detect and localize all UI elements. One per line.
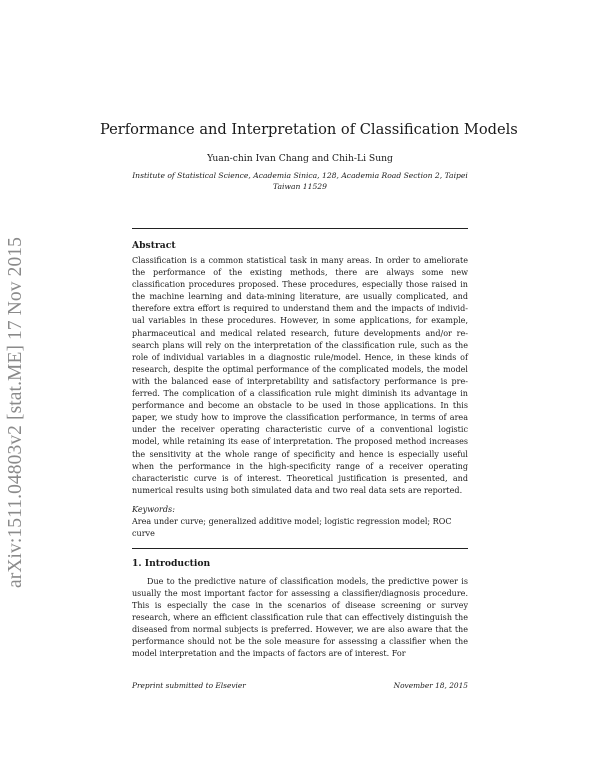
keywords-text: Area under curve; generalized additive model; logistic regression model; ROC curve (132, 517, 452, 538)
abstract-body: Classification is a common statistical task in many areas. In order to ameliorate the performance of the existing methods, there are always some new classification procedures proposed. These procedures, especially those raised in the machine learning and data-mining literature, are usually complicated, and therefore extra effort is required to understand them and the impacts of individual variables in these procedures. However, in some applications, for example, pharmaceutical and medical related research, future developments and/or research plans will rely on the interpretation of the classification rule, such as the role of individual variables in a diagnostic rule/model. Hence, in these kinds of research, despite the optimal performance of the complicated models, the model with the balanced ease of interpretability and satisfactory performance is preferred. The complication of a classification rule might diminish its advantage in performance and become an obstacle to be used in those applications. In this paper, we study how to improve the classification performance, in terms of area under the receiver operating characteristic curve of a conventional logistic model, while retaining its ease of interpretation. The proposed method increases the sensitivity at the whole range of specificity and hence is especially useful when the performance in the high-specificity range of a receiver operating characteristic curve is of interest. Theoretical justification is presented, and numerical results using both simulated data and two real data sets are reported. (132, 256, 468, 495)
author-affiliation: Institute of Statistical Science, Academia Sinica, 128, Academia Road Section 2, Taipei Taiwan 11529 (132, 171, 468, 191)
paper-title: Performance and Interpretation of Classification Models (100, 121, 518, 138)
paper-authors: Yuan-chin Ivan Chang and Chih-Li Sung (207, 153, 393, 164)
footer-date: November 18, 2015 (393, 681, 468, 690)
abstract-heading: Abstract (132, 240, 176, 251)
abstract-bottom-rule (132, 548, 468, 549)
introduction-heading: 1. Introduction (132, 558, 211, 569)
arxiv-identifier-stamp: arXiv:1511.04803v2 [stat.ME] 17 Nov 2015 (5, 237, 26, 588)
footer-preprint-note: Preprint submitted to Elsevier (132, 681, 246, 690)
keywords-label: Keywords: (132, 504, 175, 514)
abstract-top-rule (132, 228, 468, 229)
introduction-body: Due to the predictive nature of classification models, the predictive power is usually the most important factor for assessing a classifier/diagnosis procedure. This is especially the case in the scenarios of disease screening or survey research, where an efficient classification rule that can effectively distinguish the diseased from normal subjects is preferred. However, we are also aware that the performance should not be the sole measure for assessing a classifier when the model interpretation and the impacts of factors are of interest. For (132, 577, 468, 659)
